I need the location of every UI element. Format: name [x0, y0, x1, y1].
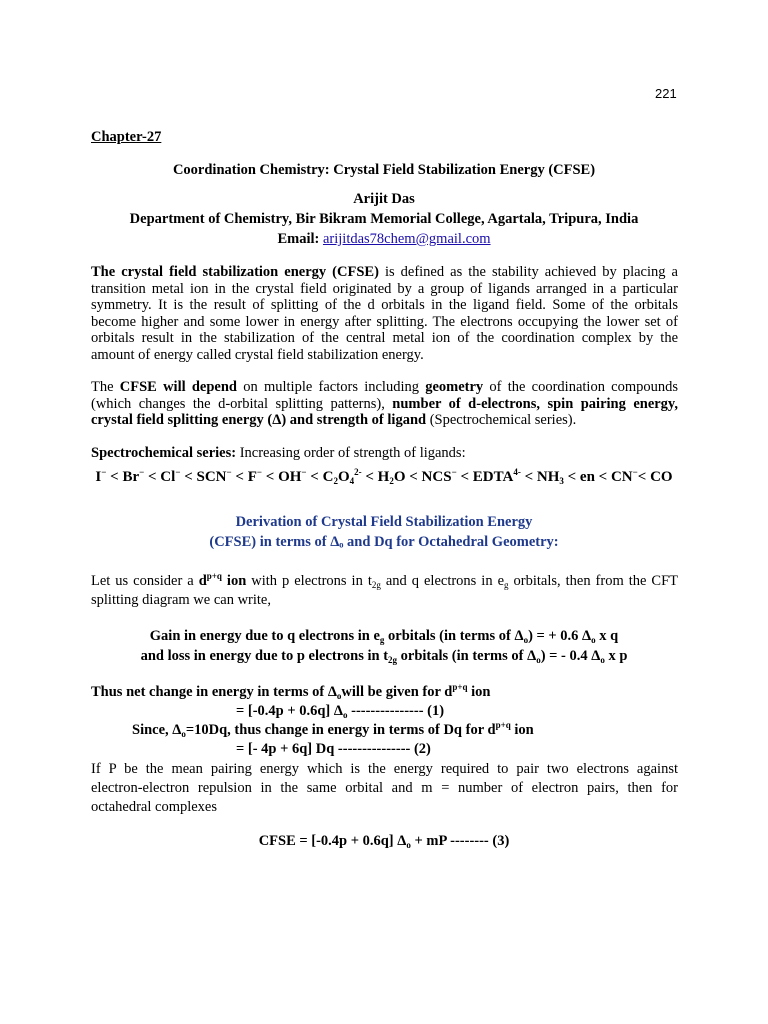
intro-paragraph: [91, 264, 678, 363]
gain-text: x q: [599, 628, 619, 644]
loss-equation: and loss in energy due to p electrons in $t_{2g}$ orbitals (in terms of $\Delta_o$) = - 0.4 $\Delta_o$ x p: [140, 648, 628, 665]
equation-3: CFSE = [-0.4p + 0.6q] $\Delta_o$ + mP -------- (3): [258, 833, 510, 850]
pairing-paragraph: [91, 760, 678, 817]
equation-2: = [- 4p + 6q] Dq --------------- (2): [236, 741, 431, 757]
factors-text: of the coordination compounds: [489, 379, 679, 395]
factors-text: (which changes the d-orbital splitting patterns),: [91, 395, 385, 412]
gain-text: orbitals (in terms of Δ: [388, 628, 524, 644]
eq1-tail: --------------- (1): [351, 703, 445, 719]
letus-line: splitting diagram we can write,: [91, 592, 271, 608]
since-line: Since, $\Delta_o=10Dq$, thus change in energy in terms of Dq for $d^{p+q}$ ion: [132, 720, 534, 739]
spectro-text: Increasing order of strength of ligands:: [239, 445, 466, 461]
since-text: ion: [514, 722, 534, 738]
email-line: [0, 231, 768, 248]
factors-text: The: [91, 379, 114, 395]
factors-bold: geometry: [425, 379, 484, 395]
factors-text: on multiple factors including: [243, 379, 419, 395]
factors-text: (Spectrochemical series).: [429, 412, 577, 428]
factors-bold: crystal field splitting energy (Δ) and strength of ligand: [91, 412, 427, 428]
since-text: Since, Δ: [132, 722, 182, 738]
author-name: Arijit Das: [353, 191, 415, 207]
spectro-line: [91, 445, 678, 462]
pairing-line: electron-electron repulsion in the same orbital and m = number of electron pairs, then for: [91, 780, 678, 796]
eq1-text: = [-0.4p + 0.6q] Δ: [236, 703, 343, 719]
net-change-line: Thus net change in energy in terms of $\Delta_owill$ be given for $d^{p+q}$ ion: [91, 682, 491, 701]
pairing-line: octahedral complexes: [91, 799, 218, 815]
intro-line: orbitals result in the stabilization of the central metal ion of the coordination complex by the: [91, 330, 678, 346]
eq3-text: CFSE = [-0.4p + 0.6q] Δ: [258, 833, 407, 849]
gain-text: Gain in energy due to q electrons in e: [149, 628, 380, 644]
factors-bold: number of d-electrons, spin pairing energy,: [392, 395, 679, 412]
ion-label: ion: [226, 573, 247, 589]
factors-paragraph: [91, 379, 678, 429]
email-label: Email:: [277, 231, 320, 247]
since-text: =10Dq, thus change in energy in terms of Dq for d: [185, 722, 496, 738]
page-number: 221: [655, 86, 677, 101]
eq3-text: + mP -------- (3): [414, 833, 510, 849]
net-text: will be given for d: [341, 684, 453, 700]
net-text: Thus net change in energy in terms of Δ: [91, 684, 337, 700]
cfse-term: The crystal field stabilization energy (CFSE): [91, 264, 379, 280]
factors-bold: CFSE will depend: [119, 379, 237, 395]
intro-line: transition metal ion in the crystal field originated by a group of ligands arranged in a particular: [91, 280, 678, 297]
spectrochemical-series: $I^- < Br^- < Cl^- < SCN^- < F^- < OH^- < C_2O_4^{2-} < H_2O < NCS^-$ < $EDTA^{4-} < NH_3$ < en < CN−< CO: [95, 467, 673, 486]
letus-paragraph: Let us consider a $d^{p+q}$ ion with p electrons in $t_{2g}$ and q electrons in $e_g$ orbitals, then from the CFT splitting diagram we can write,: [91, 571, 679, 608]
intro-line: symmetry. It is the result of splitting of the d orbitals in the ligand field. Some of the orbitals: [91, 297, 678, 313]
email-link[interactable]: arijitdas78chem@gmail.com: [322, 231, 491, 247]
letus-text: Let us consider a: [91, 573, 194, 589]
gain-equation: Gain in energy due to q electrons in $e_g$ orbitals (in terms of $\Delta_o$) = + 0.6 $\Delta_o$ x q: [149, 628, 619, 645]
intro-line: amount of energy called crystal field stabilization energy.: [91, 346, 424, 363]
equation-1: = [-0.4p + 0.6q] $\Delta_o$ --------------- (1): [236, 703, 445, 720]
derivation-heading-2: (CFSE) in terms of Δₒ and Dq for Octahedral Geometry:: [209, 534, 559, 550]
affiliation: Department of Chemistry, Bir Bikram Memorial College, Agartala, Tripura, India: [129, 211, 639, 227]
spectro-label: Spectrochemical series:: [91, 445, 237, 461]
pairing-line: If P be the mean pairing energy which is the energy required to pair two electrons against: [91, 761, 678, 777]
derivation-heading-1: Derivation of Crystal Field Stabilization Energy: [235, 514, 533, 530]
loss-text: x p: [608, 648, 628, 664]
loss-text: ) = - 0.4 Δ: [540, 648, 601, 664]
paper-title: Coordination Chemistry: Crystal Field Stabilization Energy (CFSE): [172, 162, 596, 178]
net-text: ion: [471, 684, 491, 700]
gain-text: ) = + 0.6 Δ: [528, 628, 592, 644]
loss-text: orbitals (in terms of Δ: [400, 648, 537, 664]
loss-text: and loss in energy due to p electrons in t: [140, 648, 389, 664]
intro-line: become higher and some lower in energy after splitting. The electrons occupying the lower set of: [91, 313, 678, 330]
chapter-heading: Chapter-27: [91, 129, 162, 145]
intro-text: is defined as the stability achieved by placing a: [384, 264, 678, 280]
